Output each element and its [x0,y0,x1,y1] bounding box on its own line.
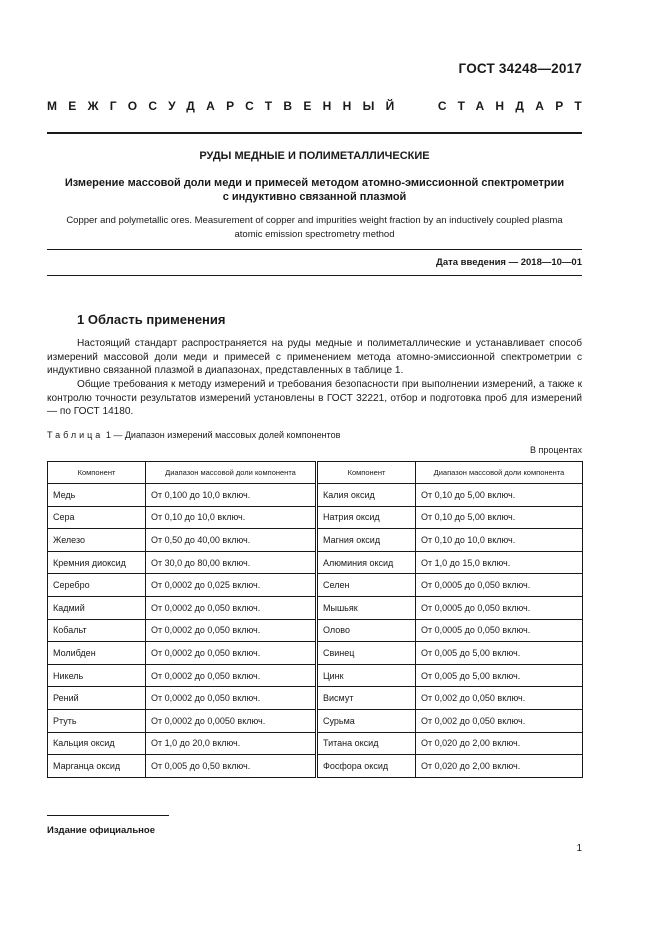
components-table [47,461,583,778]
table-caption-text: 1 — Диапазон измерений массовых долей компонентов [105,430,341,440]
component-cell: Ртуть [48,709,146,732]
introduction-date: Дата введения — 2018—10—01 [436,257,582,268]
range-cell: От 0,50 до 40,00 включ. [146,529,317,552]
component-cell: Сурьма [317,709,416,732]
section-heading: 1 Область применения [77,312,226,327]
table-row [48,664,583,687]
component-cell: Селен [317,574,416,597]
table-row [48,596,583,619]
table-row [48,619,583,642]
range-cell: От 0,0002 до 0,050 включ. [146,596,317,619]
banner-word-standard: СТАНДАРТ [437,99,593,113]
table-row [48,506,583,529]
range-cell: От 0,005 до 5,00 включ. [416,642,583,665]
table-row [48,732,583,755]
page-number: 1 [576,843,582,854]
range-cell: От 0,002 до 0,050 включ. [416,709,583,732]
component-cell: Натрия оксид [317,506,416,529]
header-component-1: Компонент [48,462,146,484]
component-cell: Никель [48,664,146,687]
range-cell: От 30,0 до 80,00 включ. [146,551,317,574]
range-cell: От 0,0005 до 0,050 включ. [416,619,583,642]
component-cell: Серебро [48,574,146,597]
gost-number: ГОСТ 34248—2017 [458,61,582,76]
component-cell: Кадмий [48,596,146,619]
header-range-2: Диапазон массовой доли компонента [416,462,583,484]
table-row [48,551,583,574]
range-cell: От 0,0002 до 0,050 включ. [146,687,317,710]
official-edition-label: Издание официальное [47,825,155,836]
component-cell: Фосфора оксид [317,755,416,778]
subtitle-line-2: с индуктивно связанной плазмой [222,191,407,203]
subtitle-line-1: Измерение массовой доли меди и примесей методом атомно-эмиссионной спектрометрии [64,177,565,189]
component-cell: Калия оксид [317,484,416,507]
range-cell: От 1,0 до 15,0 включ. [416,551,583,574]
range-cell: От 0,0005 до 0,050 включ. [416,574,583,597]
component-cell: Свинец [317,642,416,665]
range-cell: От 0,020 до 2,00 включ. [416,732,583,755]
table-row [48,574,583,597]
title-rule-top [47,249,582,250]
range-cell: От 0,0002 до 0,050 включ. [146,642,317,665]
footer-rule [47,815,169,816]
range-cell: От 1,0 до 20,0 включ. [146,732,317,755]
table-row [48,755,583,778]
scope-paragraph-2: Общие требования к методу измерений и требования безопасности при выполнении измерений, а также к контролю точности результатов измерений установлены в ГОСТ 32221, отбор и подготовка проб для измерений — по ГОСТ 14180. [47,379,582,417]
component-cell: Висмут [317,687,416,710]
english-title-line-1: Copper and polymetallic ores. Measurement of copper and impurities weight fraction by an inductively coupled plasma [66,215,563,226]
header-component-2: Компонент [317,462,416,484]
range-cell: От 0,005 до 0,50 включ. [146,755,317,778]
table-row [48,484,583,507]
component-cell: Железо [48,529,146,552]
range-cell: От 0,0005 до 0,050 включ. [416,596,583,619]
range-cell: От 0,020 до 2,00 включ. [416,755,583,778]
component-cell: Мышьяк [317,596,416,619]
table-header-row [48,462,583,484]
table-row [48,529,583,552]
banner-word-interstate: МЕЖГОСУДАРСТВЕННЫЙ [47,99,406,113]
banner-rule [47,132,582,134]
title-rule-bottom [47,275,582,276]
range-cell: От 0,0002 до 0,050 включ. [146,664,317,687]
table-units: В процентах [530,445,582,455]
component-cell: Молибден [48,642,146,665]
component-cell: Титана оксид [317,732,416,755]
header-range-1: Диапазон массовой доли компонента [146,462,317,484]
component-cell: Цинк [317,664,416,687]
component-cell: Медь [48,484,146,507]
range-cell: От 0,10 до 5,00 включ. [416,484,583,507]
range-cell: От 0,100 до 10,0 включ. [146,484,317,507]
component-cell: Марганца оксид [48,755,146,778]
table-row [48,709,583,732]
document-subtitle [47,176,582,204]
range-cell: От 0,10 до 5,00 включ. [416,506,583,529]
component-cell: Магния оксид [317,529,416,552]
component-cell: Кремния диоксид [48,551,146,574]
table-row [48,687,583,710]
range-cell: От 0,10 до 10,0 включ. [146,506,317,529]
component-cell: Кобальт [48,619,146,642]
scope-paragraph-1: Настоящий стандарт распространяется на руды медные и полиметаллические и устанавливает способ измерений массовой доли меди и примесей с применением метода атомно-эмиссионной спектрометрии с индуктивно связанной плазмой в диапазонах, представленных в таблице 1. [47,338,582,376]
component-cell: Алюминия оксид [317,551,416,574]
range-cell: От 0,002 до 0,050 включ. [416,687,583,710]
range-cell: От 0,0002 до 0,025 включ. [146,574,317,597]
range-cell: От 0,0002 до 0,0050 включ. [146,709,317,732]
document-title: РУДЫ МЕДНЫЕ И ПОЛИМЕТАЛЛИЧЕСКИЕ [199,150,430,162]
table-row [48,642,583,665]
table-caption-label: Таблица [47,430,104,440]
table-caption [47,430,340,440]
range-cell: От 0,005 до 5,00 включ. [416,664,583,687]
range-cell: От 0,0002 до 0,050 включ. [146,619,317,642]
component-cell: Рений [48,687,146,710]
component-cell: Кальция оксид [48,732,146,755]
range-cell: От 0,10 до 10,0 включ. [416,529,583,552]
standard-banner [47,99,593,113]
english-title [47,214,582,241]
component-cell: Сера [48,506,146,529]
component-cell: Олово [317,619,416,642]
english-title-line-2: atomic emission spectrometry method [234,228,395,240]
